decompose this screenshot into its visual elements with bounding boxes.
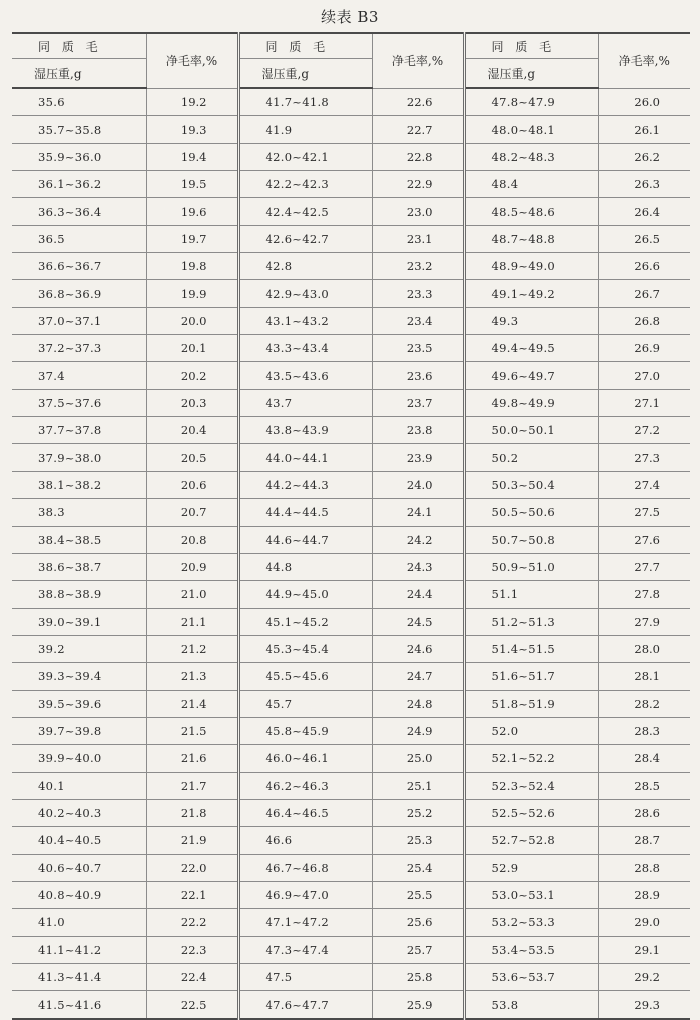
table-row	[12, 253, 690, 280]
weight-range-cell: 45.7	[238, 690, 372, 717]
group-label-2: 同 质 毛	[238, 33, 372, 59]
net-rate-cell: 28.3	[598, 717, 690, 744]
net-rate-cell: 23.8	[372, 417, 464, 444]
net-rate-cell: 24.5	[372, 608, 464, 635]
weight-range-cell: 42.6~42.7	[238, 225, 372, 252]
weight-range-cell: 49.6~49.7	[464, 362, 598, 389]
weight-range-cell: 39.9~40.0	[12, 745, 146, 772]
weight-range-cell: 41.9	[238, 116, 372, 143]
net-rate-cell: 21.6	[146, 745, 238, 772]
weight-range-cell: 47.1~47.2	[238, 909, 372, 936]
weight-range-cell: 52.9	[464, 854, 598, 881]
weight-range-cell: 47.3~47.4	[238, 936, 372, 963]
weight-range-cell: 37.9~38.0	[12, 444, 146, 471]
net-rate-cell: 22.4	[146, 964, 238, 991]
weight-range-cell: 53.0~53.1	[464, 881, 598, 908]
net-rate-cell: 27.3	[598, 444, 690, 471]
weight-range-cell: 48.9~49.0	[464, 253, 598, 280]
weight-range-cell: 36.6~36.7	[12, 253, 146, 280]
weight-range-cell: 39.7~39.8	[12, 717, 146, 744]
weight-range-cell: 49.3	[464, 307, 598, 334]
weight-range-cell: 42.2~42.3	[238, 171, 372, 198]
net-rate-cell: 19.5	[146, 171, 238, 198]
weight-range-cell: 40.6~40.7	[12, 854, 146, 881]
net-rate-cell: 23.7	[372, 389, 464, 416]
net-rate-cell: 25.0	[372, 745, 464, 772]
weight-range-cell: 53.8	[464, 991, 598, 1019]
net-rate-cell: 19.9	[146, 280, 238, 307]
net-rate-cell: 26.4	[598, 198, 690, 225]
weight-range-cell: 36.5	[12, 225, 146, 252]
table-row	[12, 362, 690, 389]
net-rate-cell: 23.9	[372, 444, 464, 471]
weight-range-cell: 36.1~36.2	[12, 171, 146, 198]
table-row	[12, 909, 690, 936]
net-rate-cell: 26.1	[598, 116, 690, 143]
table-row	[12, 608, 690, 635]
weight-range-cell: 40.2~40.3	[12, 799, 146, 826]
net-rate-cell: 26.7	[598, 280, 690, 307]
weight-range-cell: 53.2~53.3	[464, 909, 598, 936]
net-rate-cell: 23.4	[372, 307, 464, 334]
weight-range-cell: 50.0~50.1	[464, 417, 598, 444]
net-rate-cell: 22.2	[146, 909, 238, 936]
net-rate-cell: 21.0	[146, 581, 238, 608]
net-rate-cell: 26.3	[598, 171, 690, 198]
weight-range-cell: 44.4~44.5	[238, 499, 372, 526]
weight-range-cell: 43.8~43.9	[238, 417, 372, 444]
table-row	[12, 772, 690, 799]
weight-range-cell: 39.3~39.4	[12, 663, 146, 690]
net-rate-cell: 28.2	[598, 690, 690, 717]
table-row	[12, 690, 690, 717]
rate-header-2: 净毛率,%	[372, 33, 464, 88]
weight-range-cell: 51.6~51.7	[464, 663, 598, 690]
net-rate-cell: 21.1	[146, 608, 238, 635]
net-rate-cell: 24.6	[372, 635, 464, 662]
weight-range-cell: 50.3~50.4	[464, 471, 598, 498]
weight-range-cell: 53.6~53.7	[464, 964, 598, 991]
table-row	[12, 417, 690, 444]
table-row	[12, 335, 690, 362]
weight-range-cell: 50.7~50.8	[464, 526, 598, 553]
rate-header-1: 净毛率,%	[146, 33, 238, 88]
weight-range-cell: 43.7	[238, 389, 372, 416]
net-rate-cell: 21.3	[146, 663, 238, 690]
net-rate-cell: 29.3	[598, 991, 690, 1019]
net-rate-cell: 25.9	[372, 991, 464, 1019]
net-rate-cell: 26.9	[598, 335, 690, 362]
weight-range-cell: 43.3~43.4	[238, 335, 372, 362]
table-row	[12, 799, 690, 826]
weight-range-cell: 38.8~38.9	[12, 581, 146, 608]
weight-range-cell: 45.1~45.2	[238, 608, 372, 635]
table-row	[12, 964, 690, 991]
table-row	[12, 198, 690, 225]
weight-range-cell: 53.4~53.5	[464, 936, 598, 963]
weight-range-cell: 48.0~48.1	[464, 116, 598, 143]
net-rate-cell: 19.6	[146, 198, 238, 225]
weight-range-cell: 47.5	[238, 964, 372, 991]
weight-range-cell: 50.5~50.6	[464, 499, 598, 526]
weight-range-cell: 42.4~42.5	[238, 198, 372, 225]
net-rate-cell: 19.3	[146, 116, 238, 143]
table-row	[12, 745, 690, 772]
rate-header-3: 净毛率,%	[598, 33, 690, 88]
net-rate-cell: 20.7	[146, 499, 238, 526]
weight-range-cell: 44.6~44.7	[238, 526, 372, 553]
table-row	[12, 225, 690, 252]
net-rate-cell: 28.1	[598, 663, 690, 690]
weight-range-cell: 44.0~44.1	[238, 444, 372, 471]
net-rate-cell: 27.9	[598, 608, 690, 635]
net-rate-cell: 27.0	[598, 362, 690, 389]
net-rate-cell: 22.3	[146, 936, 238, 963]
weight-range-cell: 40.8~40.9	[12, 881, 146, 908]
weight-range-cell: 38.4~38.5	[12, 526, 146, 553]
weight-range-cell: 37.7~37.8	[12, 417, 146, 444]
weight-range-cell: 38.1~38.2	[12, 471, 146, 498]
weight-range-cell: 45.8~45.9	[238, 717, 372, 744]
net-rate-cell: 22.0	[146, 854, 238, 881]
net-rate-cell: 27.4	[598, 471, 690, 498]
table-row	[12, 827, 690, 854]
table-row	[12, 444, 690, 471]
weight-range-cell: 47.8~47.9	[464, 88, 598, 116]
weight-range-cell: 48.2~48.3	[464, 143, 598, 170]
net-rate-cell: 20.2	[146, 362, 238, 389]
table-row	[12, 471, 690, 498]
net-rate-cell: 21.4	[146, 690, 238, 717]
weight-range-cell: 37.0~37.1	[12, 307, 146, 334]
weight-header-1: 湿压重,g	[12, 59, 146, 89]
table-row	[12, 854, 690, 881]
net-rate-cell: 22.9	[372, 171, 464, 198]
weight-range-cell: 37.2~37.3	[12, 335, 146, 362]
net-rate-cell: 29.1	[598, 936, 690, 963]
weight-range-cell: 46.2~46.3	[238, 772, 372, 799]
weight-range-cell: 48.4	[464, 171, 598, 198]
net-rate-cell: 28.5	[598, 772, 690, 799]
net-rate-cell: 28.7	[598, 827, 690, 854]
weight-range-cell: 52.7~52.8	[464, 827, 598, 854]
weight-range-cell: 41.7~41.8	[238, 88, 372, 116]
net-rate-cell: 28.4	[598, 745, 690, 772]
weight-range-cell: 48.7~48.8	[464, 225, 598, 252]
net-rate-cell: 20.4	[146, 417, 238, 444]
net-rate-cell: 21.7	[146, 772, 238, 799]
net-rate-cell: 27.7	[598, 553, 690, 580]
weight-range-cell: 42.0~42.1	[238, 143, 372, 170]
weight-range-cell: 52.0	[464, 717, 598, 744]
weight-range-cell: 41.3~41.4	[12, 964, 146, 991]
table-row	[12, 526, 690, 553]
net-rate-cell: 25.1	[372, 772, 464, 799]
weight-range-cell: 35.7~35.8	[12, 116, 146, 143]
weight-range-cell: 35.9~36.0	[12, 143, 146, 170]
weight-range-cell: 49.8~49.9	[464, 389, 598, 416]
net-wool-rate-table	[12, 32, 690, 1020]
net-rate-cell: 23.5	[372, 335, 464, 362]
net-rate-cell: 27.1	[598, 389, 690, 416]
net-rate-cell: 27.6	[598, 526, 690, 553]
net-rate-cell: 24.4	[372, 581, 464, 608]
table-row	[12, 663, 690, 690]
weight-range-cell: 42.9~43.0	[238, 280, 372, 307]
net-rate-cell: 20.3	[146, 389, 238, 416]
net-rate-cell: 26.5	[598, 225, 690, 252]
net-rate-cell: 21.9	[146, 827, 238, 854]
net-rate-cell: 20.1	[146, 335, 238, 362]
weight-range-cell: 43.1~43.2	[238, 307, 372, 334]
table-row	[12, 499, 690, 526]
net-rate-cell: 20.0	[146, 307, 238, 334]
table-row	[12, 307, 690, 334]
table-row	[12, 171, 690, 198]
weight-range-cell: 41.1~41.2	[12, 936, 146, 963]
weight-range-cell: 51.4~51.5	[464, 635, 598, 662]
weight-range-cell: 39.0~39.1	[12, 608, 146, 635]
net-rate-cell: 20.9	[146, 553, 238, 580]
weight-range-cell: 46.0~46.1	[238, 745, 372, 772]
weight-range-cell: 46.4~46.5	[238, 799, 372, 826]
net-rate-cell: 19.2	[146, 88, 238, 116]
weight-range-cell: 40.1	[12, 772, 146, 799]
net-rate-cell: 21.8	[146, 799, 238, 826]
weight-range-cell: 39.2	[12, 635, 146, 662]
net-rate-cell: 25.5	[372, 881, 464, 908]
weight-range-cell: 49.1~49.2	[464, 280, 598, 307]
weight-range-cell: 46.9~47.0	[238, 881, 372, 908]
table-row	[12, 280, 690, 307]
weight-range-cell: 47.6~47.7	[238, 991, 372, 1019]
weight-header-2: 湿压重,g	[238, 59, 372, 89]
weight-range-cell: 46.7~46.8	[238, 854, 372, 881]
table-row	[12, 936, 690, 963]
weight-range-cell: 45.5~45.6	[238, 663, 372, 690]
net-rate-cell: 27.5	[598, 499, 690, 526]
net-rate-cell: 25.2	[372, 799, 464, 826]
weight-range-cell: 37.5~37.6	[12, 389, 146, 416]
weight-range-cell: 37.4	[12, 362, 146, 389]
net-rate-cell: 25.8	[372, 964, 464, 991]
group-label-3: 同 质 毛	[464, 33, 598, 59]
net-rate-cell: 25.4	[372, 854, 464, 881]
weight-range-cell: 48.5~48.6	[464, 198, 598, 225]
net-rate-cell: 22.6	[372, 88, 464, 116]
table-row	[12, 991, 690, 1019]
net-rate-cell: 19.8	[146, 253, 238, 280]
net-rate-cell: 26.6	[598, 253, 690, 280]
weight-range-cell: 45.3~45.4	[238, 635, 372, 662]
net-rate-cell: 23.6	[372, 362, 464, 389]
group-label-1: 同 质 毛	[12, 33, 146, 59]
weight-range-cell: 42.8	[238, 253, 372, 280]
net-rate-cell: 23.3	[372, 280, 464, 307]
net-rate-cell: 24.9	[372, 717, 464, 744]
net-rate-cell: 25.6	[372, 909, 464, 936]
weight-range-cell: 44.8	[238, 553, 372, 580]
table-row	[12, 88, 690, 116]
weight-range-cell: 52.1~52.2	[464, 745, 598, 772]
weight-range-cell: 41.0	[12, 909, 146, 936]
table-row	[12, 717, 690, 744]
weight-range-cell: 44.9~45.0	[238, 581, 372, 608]
table-row	[12, 553, 690, 580]
net-rate-cell: 25.3	[372, 827, 464, 854]
net-rate-cell: 23.0	[372, 198, 464, 225]
net-rate-cell: 23.1	[372, 225, 464, 252]
net-rate-cell: 24.8	[372, 690, 464, 717]
net-rate-cell: 20.5	[146, 444, 238, 471]
weight-range-cell: 49.4~49.5	[464, 335, 598, 362]
net-rate-cell: 27.8	[598, 581, 690, 608]
net-rate-cell: 28.6	[598, 799, 690, 826]
net-rate-cell: 20.6	[146, 471, 238, 498]
net-rate-cell: 26.8	[598, 307, 690, 334]
weight-range-cell: 35.6	[12, 88, 146, 116]
table-row	[12, 389, 690, 416]
net-rate-cell: 23.2	[372, 253, 464, 280]
weight-range-cell: 36.3~36.4	[12, 198, 146, 225]
table-row	[12, 635, 690, 662]
net-rate-cell: 28.9	[598, 881, 690, 908]
table-row	[12, 116, 690, 143]
net-rate-cell: 28.8	[598, 854, 690, 881]
net-rate-cell: 24.2	[372, 526, 464, 553]
weight-range-cell: 39.5~39.6	[12, 690, 146, 717]
net-rate-cell: 21.5	[146, 717, 238, 744]
table-header	[12, 33, 690, 88]
net-rate-cell: 29.2	[598, 964, 690, 991]
weight-range-cell: 38.6~38.7	[12, 553, 146, 580]
net-rate-cell: 27.2	[598, 417, 690, 444]
weight-range-cell: 51.2~51.3	[464, 608, 598, 635]
net-rate-cell: 22.5	[146, 991, 238, 1019]
weight-header-3: 湿压重,g	[464, 59, 598, 89]
table-row	[12, 581, 690, 608]
net-rate-cell: 22.1	[146, 881, 238, 908]
weight-range-cell: 52.5~52.6	[464, 799, 598, 826]
weight-range-cell: 43.5~43.6	[238, 362, 372, 389]
table-row	[12, 881, 690, 908]
weight-range-cell: 36.8~36.9	[12, 280, 146, 307]
net-rate-cell: 29.0	[598, 909, 690, 936]
net-rate-cell: 19.4	[146, 143, 238, 170]
net-rate-cell: 24.0	[372, 471, 464, 498]
net-rate-cell: 26.0	[598, 88, 690, 116]
weight-range-cell: 41.5~41.6	[12, 991, 146, 1019]
net-rate-cell: 20.8	[146, 526, 238, 553]
weight-range-cell: 44.2~44.3	[238, 471, 372, 498]
weight-range-cell: 38.3	[12, 499, 146, 526]
weight-range-cell: 51.1	[464, 581, 598, 608]
weight-range-cell: 40.4~40.5	[12, 827, 146, 854]
net-rate-cell: 25.7	[372, 936, 464, 963]
weight-range-cell: 51.8~51.9	[464, 690, 598, 717]
net-rate-cell: 24.3	[372, 553, 464, 580]
weight-range-cell: 52.3~52.4	[464, 772, 598, 799]
net-rate-cell: 21.2	[146, 635, 238, 662]
net-rate-cell: 24.1	[372, 499, 464, 526]
net-rate-cell: 22.7	[372, 116, 464, 143]
table-title: 续表 B3	[321, 8, 379, 26]
net-rate-cell: 22.8	[372, 143, 464, 170]
weight-range-cell: 50.2	[464, 444, 598, 471]
table-body	[12, 88, 690, 1019]
net-rate-cell: 28.0	[598, 635, 690, 662]
weight-range-cell: 46.6	[238, 827, 372, 854]
net-rate-cell: 19.7	[146, 225, 238, 252]
net-rate-cell: 24.7	[372, 663, 464, 690]
weight-range-cell: 50.9~51.0	[464, 553, 598, 580]
net-rate-cell: 26.2	[598, 143, 690, 170]
table-row	[12, 143, 690, 170]
